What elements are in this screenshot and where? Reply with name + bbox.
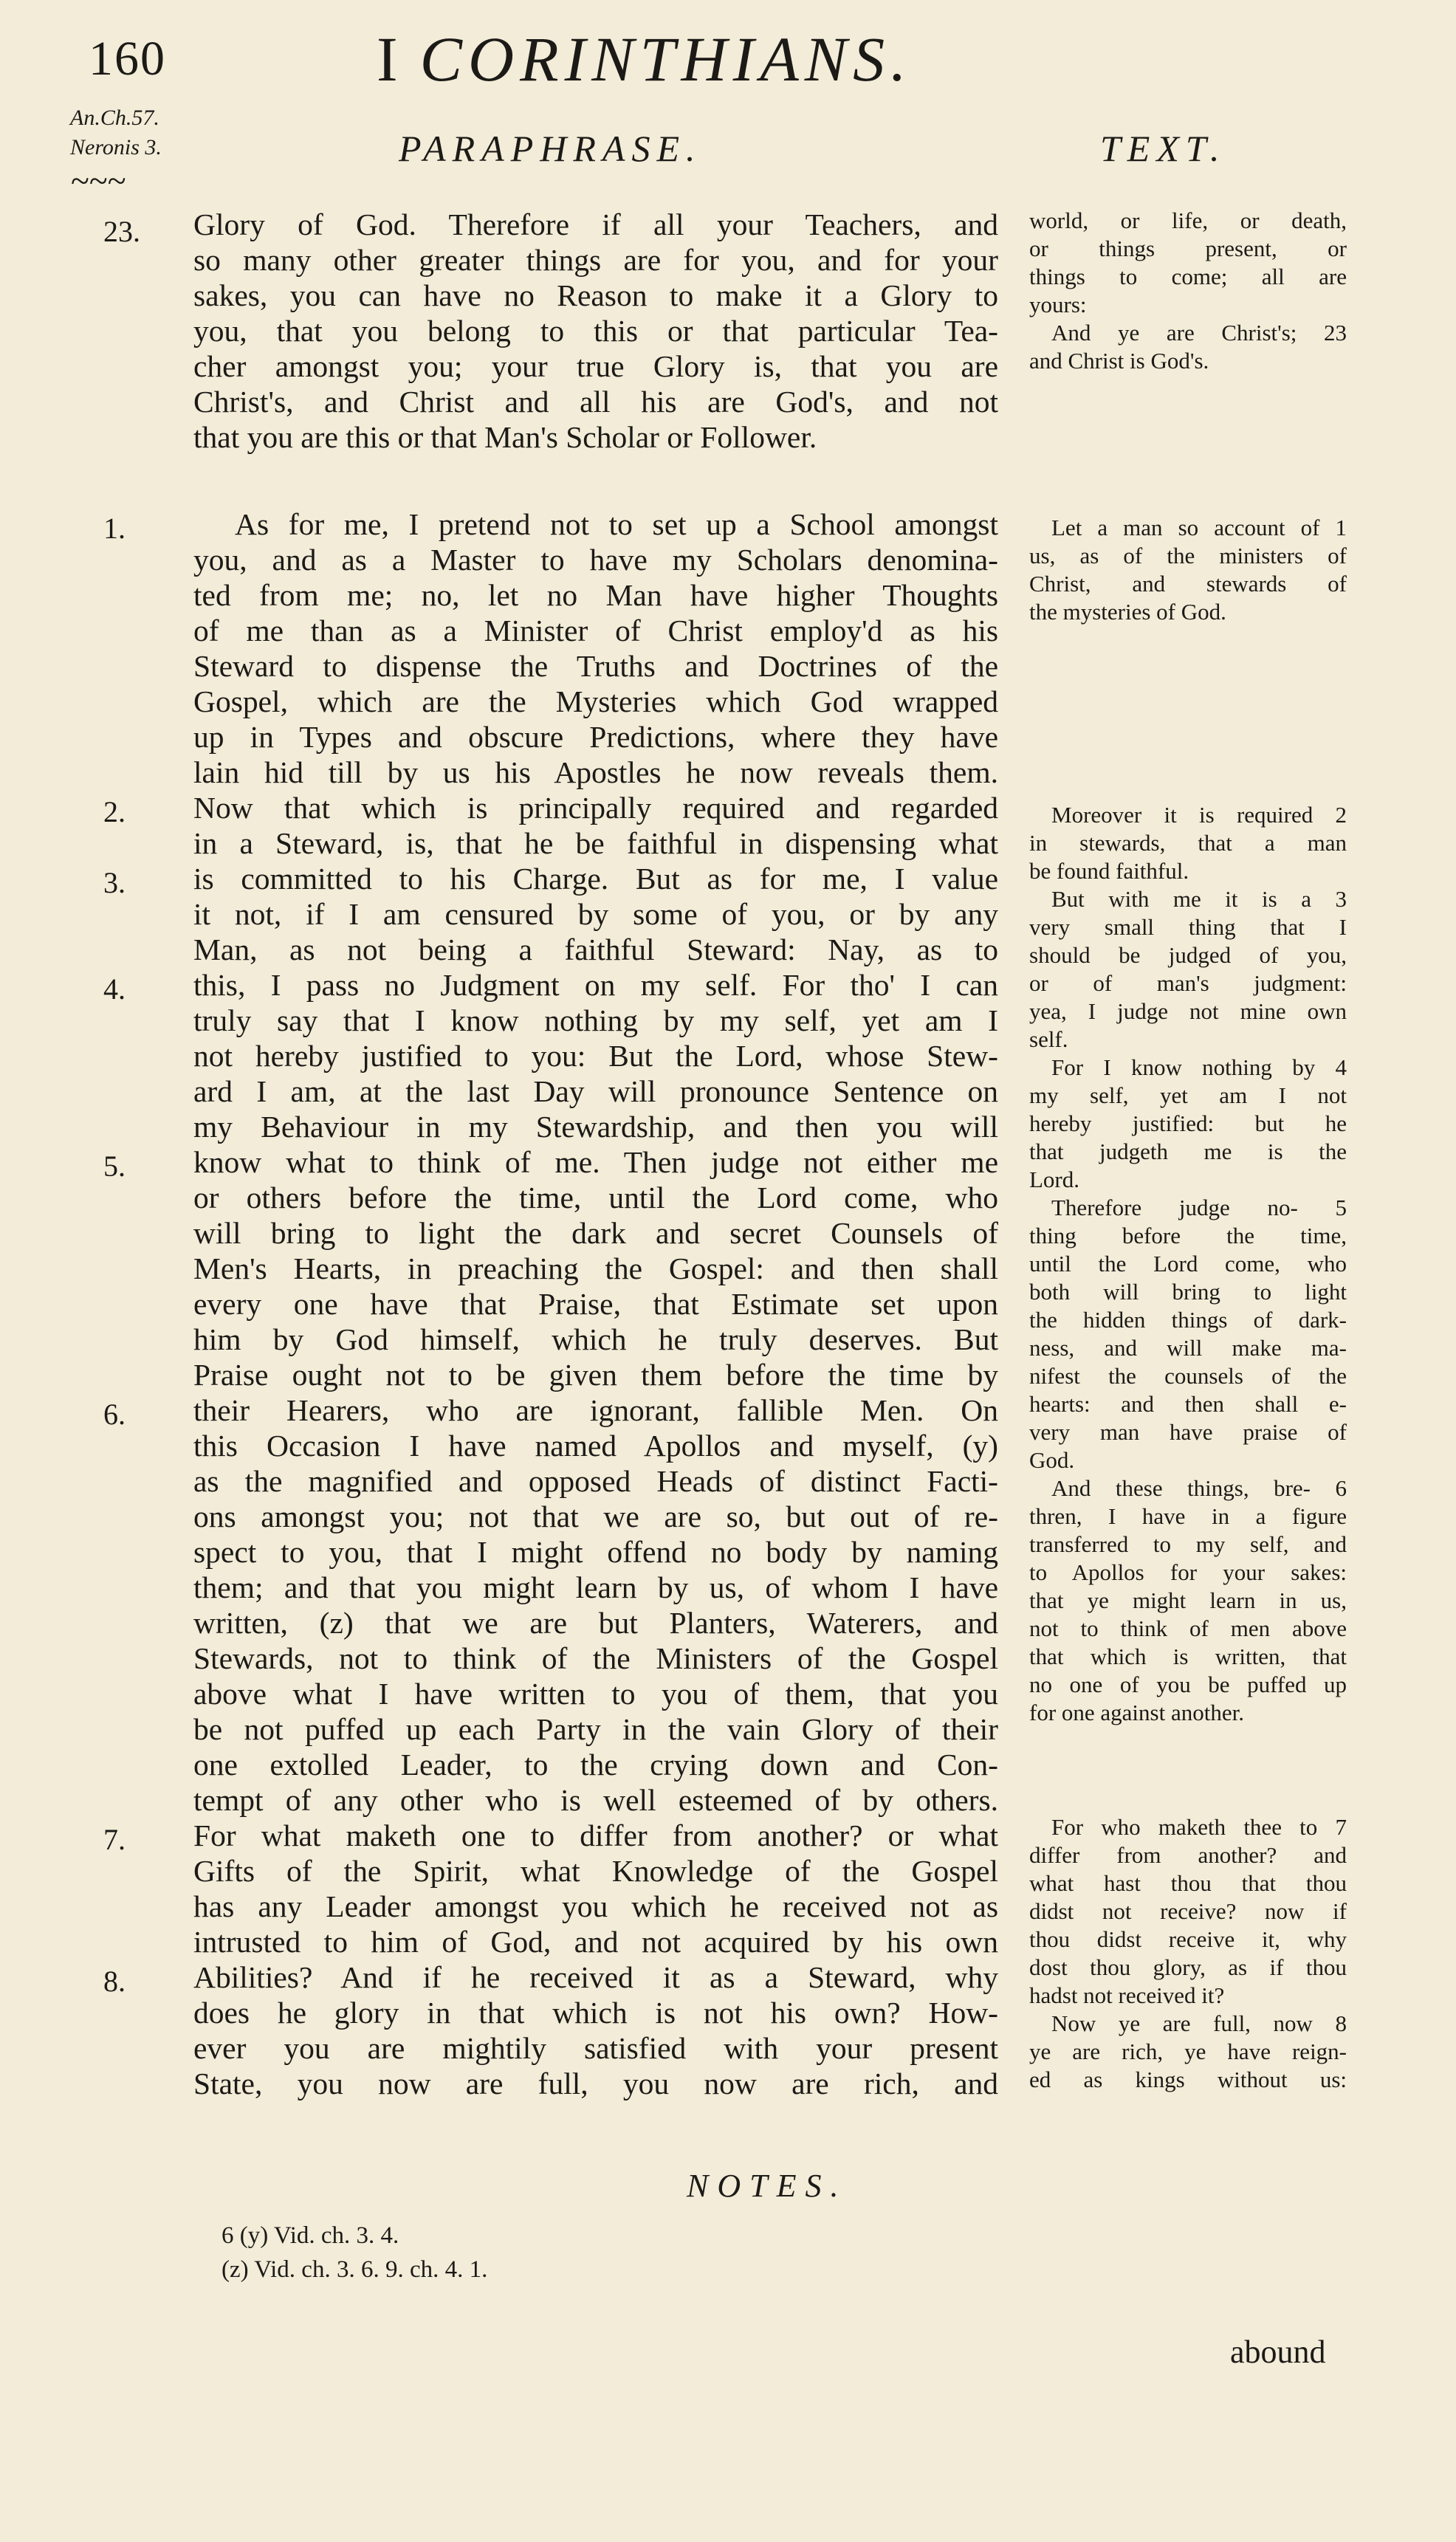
text-line: Therefore judge no- 5 — [1051, 1195, 1347, 1220]
paraphrase-line: does he glory in that which is not his own? How- — [193, 1996, 998, 2030]
paraphrase-line: one extolled Leader, to the crying down and Con- — [193, 1748, 998, 1782]
text-line: not to think of men above — [1029, 1615, 1347, 1641]
verse-marker-2: 2. — [103, 795, 126, 828]
paraphrase-line: Christ's, and Christ and all his are God's, and not — [193, 385, 998, 419]
paraphrase-line: you, and as a Master to have my Scholars denomina- — [193, 543, 998, 577]
paraphrase-line: As for me, I pretend not to set up a School amongst — [235, 507, 998, 541]
paraphrase-line: Praise ought not to be given them before the time by — [193, 1358, 998, 1392]
paraphrase-line: you, that you belong to this or that particular Tea- — [193, 314, 998, 348]
paraphrase-line: For what maketh one to differ from another? or what — [193, 1818, 998, 1852]
text-line: nifest the counsels of the — [1029, 1363, 1347, 1389]
text-line: no one of you be puffed up — [1029, 1672, 1347, 1697]
paraphrase-line: sakes, you can have no Reason to make it a Glory to — [193, 278, 998, 312]
text-line: thing before the time, — [1029, 1223, 1347, 1248]
text-line: Let a man so account of 1 — [1051, 515, 1347, 540]
paraphrase-line: as the magnified and opposed Heads of distinct Facti- — [193, 1464, 998, 1498]
paraphrase-line: Glory of God. Therefore if all your Teachers, and — [193, 207, 998, 241]
text-line: that which is written, that — [1029, 1643, 1347, 1669]
text-line: For who maketh thee to 7 — [1051, 1814, 1347, 1840]
notes-list — [222, 2219, 487, 2287]
paraphrase-line: up in Types and obscure Predictions, where they have — [193, 720, 998, 754]
margin-dates — [70, 103, 162, 162]
paraphrase-line: be not puffed up each Party in the vain Glory of their — [193, 1712, 998, 1746]
text-line: that ye might learn in us, — [1029, 1587, 1347, 1613]
text-line: ed as kings without us: — [1029, 2067, 1347, 2092]
paraphrase-line: so many other greater things are for you, and for your — [193, 243, 998, 277]
text-line: For I know nothing by 4 — [1051, 1054, 1347, 1080]
paraphrase-line: it not, if I am censured by some of you, or by any — [193, 897, 998, 931]
text-line: self. — [1029, 1026, 1068, 1052]
page-number: 160 — [89, 32, 166, 86]
text-block-2 — [1029, 514, 1347, 626]
paragraph-gap — [193, 455, 998, 506]
paraphrase-line: my Behaviour in my Stewardship, and then you will — [193, 1110, 998, 1144]
paraphrase-line: them; and that you might learn by us, of whom I have — [193, 1570, 998, 1604]
paraphrase-line: every one have that Praise, that Estimate set upon — [193, 1287, 998, 1321]
date-anno-christi: An.Ch.57. — [70, 106, 159, 130]
text-line: to Apollos for your sakes: — [1029, 1559, 1347, 1585]
text-line: ye are rich, ye have reign- — [1029, 2038, 1347, 2064]
text-line: dost thou glory, as if thou — [1029, 1954, 1347, 1980]
text-line: hereby justified: but he — [1029, 1110, 1347, 1136]
text-line: until the Lord come, who — [1029, 1251, 1347, 1277]
paraphrase-line: him by God himself, which he truly deserves. But — [193, 1322, 998, 1356]
date-neronis: Neronis 3. — [70, 135, 162, 159]
column-gap — [1029, 375, 1347, 514]
running-title-initial: I — [377, 24, 404, 95]
text-line: what hast thou that thou — [1029, 1870, 1347, 1896]
text-line: the hidden things of dark- — [1029, 1307, 1347, 1333]
verse-marker-1: 1. — [103, 512, 126, 545]
paraphrase-line: will bring to light the dark and secret Counsels of — [193, 1216, 998, 1250]
verse-marker-5: 5. — [103, 1150, 126, 1183]
text-line: in stewards, that a man — [1029, 830, 1347, 856]
text-column — [1029, 207, 1347, 2094]
text-line: my self, yet am I not — [1029, 1082, 1347, 1108]
paraphrase-line: not hereby justified to you: But the Lord, whose Stew- — [193, 1039, 998, 1073]
paraphrase-line: in a Steward, is, that he be faithful in dispensing what — [193, 826, 998, 860]
paraphrase-line: Man, as not being a faithful Steward: Nay, as to — [193, 932, 998, 966]
text-line: thren, I have in a figure — [1029, 1503, 1347, 1529]
paraphrase-line: written, (z) that we are but Planters, Waterers, and — [193, 1606, 998, 1640]
paraphrase-block-2 — [193, 506, 998, 2101]
catchword: abound — [1230, 2334, 1326, 2370]
text-line: But with me it is a 3 — [1051, 886, 1347, 912]
paraphrase-line: Men's Hearts, in preaching the Gospel: and then shall — [193, 1251, 998, 1285]
paraphrase-line: ard I am, at the last Day will pronounce Sentence on — [193, 1074, 998, 1108]
paraphrase-line: has any Leader amongst you which he received not as — [193, 1889, 998, 1923]
verse-marker-6: 6. — [103, 1398, 126, 1431]
text-line: hadst not received it? — [1029, 1982, 1225, 2008]
note-item: 6 (y) Vid. ch. 3. 4. — [222, 2222, 399, 2249]
text-line: God. — [1029, 1447, 1075, 1473]
verse-marker-7: 7. — [103, 1823, 126, 1856]
paraphrase-line: truly say that I know nothing by my self, yet am I — [193, 1003, 998, 1037]
text-heading: TEXT. — [1100, 128, 1226, 169]
text-line: very man have praise of — [1029, 1419, 1347, 1445]
text-line: yours: — [1029, 292, 1087, 317]
text-line: hearts: and then shall e- — [1029, 1391, 1347, 1417]
paraphrase-line: Steward to dispense the Truths and Doctrines of the — [193, 649, 998, 683]
text-line: things to come; all are — [1029, 264, 1347, 289]
paraphrase-line: this Occasion I have named Apollos and myself, (y) — [193, 1429, 998, 1463]
text-line: be found faithful. — [1029, 858, 1189, 884]
text-line: that judgeth me is the — [1029, 1138, 1347, 1164]
text-line: Now ye are full, now 8 — [1051, 2010, 1347, 2036]
text-line: differ from another? and — [1029, 1842, 1347, 1868]
text-line: us, as of the ministers of — [1029, 543, 1347, 568]
paraphrase-line: State, you now are full, you now are rich, and — [193, 2067, 998, 2100]
paraphrase-line: Stewards, not to think of the Ministers of the Gospel — [193, 1641, 998, 1675]
paraphrase-line: of me than as a Minister of Christ employ'd as his — [193, 614, 998, 647]
verse-marker-3: 3. — [103, 866, 126, 899]
verse-marker-23: 23. — [103, 215, 140, 248]
paraphrase-column — [193, 207, 998, 2101]
paraphrase-heading: PARAPHRASE. — [399, 128, 702, 169]
ornament: ~~~ — [71, 162, 126, 199]
paraphrase-line: cher amongst you; your true Glory is, that you are — [193, 349, 998, 383]
text-line: or things present, or — [1029, 236, 1347, 261]
verse-marker-8: 8. — [103, 1965, 126, 1998]
paraphrase-line: ever you are mightily satisfied with your present — [193, 2031, 998, 2065]
text-block-3 — [1029, 801, 1347, 1727]
paraphrase-line: that you are this or that Man's Scholar or Follower. — [193, 420, 817, 454]
running-title-text: CORINTHIANS. — [419, 24, 913, 95]
text-line: transferred to my self, and — [1029, 1531, 1347, 1557]
text-line: both will bring to light — [1029, 1279, 1347, 1305]
verse-marker-4: 4. — [103, 972, 126, 1006]
text-line: Christ, and stewards of — [1029, 571, 1347, 597]
paraphrase-line: Abilities? And if he received it as a Steward, why — [193, 1960, 998, 1994]
note-item: (z) Vid. ch. 3. 6. 9. ch. 4. 1. — [222, 2256, 488, 2283]
running-title — [377, 22, 913, 96]
paraphrase-line: this, I pass no Judgment on my self. For tho' I can — [193, 968, 998, 1002]
text-line: and Christ is God's. — [1029, 348, 1209, 374]
text-block-4 — [1029, 1813, 1347, 2094]
text-line: the mysteries of God. — [1029, 599, 1226, 625]
text-line: world, or life, or death, — [1029, 207, 1347, 233]
paraphrase-line: above what I have written to you of them, that you — [193, 1677, 998, 1711]
text-line: yea, I judge not mine own — [1029, 998, 1347, 1024]
text-line: thou didst receive it, why — [1029, 1926, 1347, 1952]
text-line: ness, and will make ma- — [1029, 1335, 1347, 1361]
text-line: didst not receive? now if — [1029, 1898, 1347, 1924]
paraphrase-line: is committed to his Charge. But as for me, I value — [193, 862, 998, 896]
text-line: should be judged of you, — [1029, 942, 1347, 968]
text-line: And ye are Christ's; 23 — [1051, 320, 1347, 346]
text-line: Moreover it is required 2 — [1051, 802, 1347, 828]
text-line: Lord. — [1029, 1167, 1080, 1192]
paraphrase-line: or others before the time, until the Lord come, who — [193, 1181, 998, 1215]
paraphrase-line: ons amongst you; not that we are so, but out of re- — [193, 1500, 998, 1533]
paraphrase-line: know what to think of me. Then judge not either me — [193, 1145, 998, 1179]
text-line: And these things, bre- 6 — [1051, 1475, 1347, 1501]
text-line: very small thing that I — [1029, 914, 1347, 940]
text-line: for one against another. — [1029, 1700, 1244, 1725]
paraphrase-line: Gospel, which are the Mysteries which God wrapped — [193, 684, 998, 718]
text-block-1 — [1029, 207, 1347, 375]
paraphrase-line: ted from me; no, let no Man have higher Thoughts — [193, 578, 998, 612]
notes-heading: NOTES. — [687, 2168, 848, 2204]
paraphrase-line: intrusted to him of God, and not acquired by his own — [193, 1925, 998, 1959]
paraphrase-block-1 — [193, 207, 998, 455]
paraphrase-line: lain hid till by us his Apostles he now reveals them. — [193, 755, 998, 789]
column-gap — [1029, 1727, 1347, 1813]
paraphrase-line: Gifts of the Spirit, what Knowledge of the Gospel — [193, 1854, 998, 1888]
column-gap — [1029, 626, 1347, 801]
paraphrase-line: spect to you, that I might offend no body by naming — [193, 1535, 998, 1569]
paraphrase-line: their Hearers, who are ignorant, fallible Men. On — [193, 1393, 998, 1427]
paraphrase-line: tempt of any other who is well esteemed of by others. — [193, 1783, 998, 1817]
paraphrase-line: Now that which is principally required and regarded — [193, 791, 998, 825]
text-line: or of man's judgment: — [1029, 970, 1347, 996]
